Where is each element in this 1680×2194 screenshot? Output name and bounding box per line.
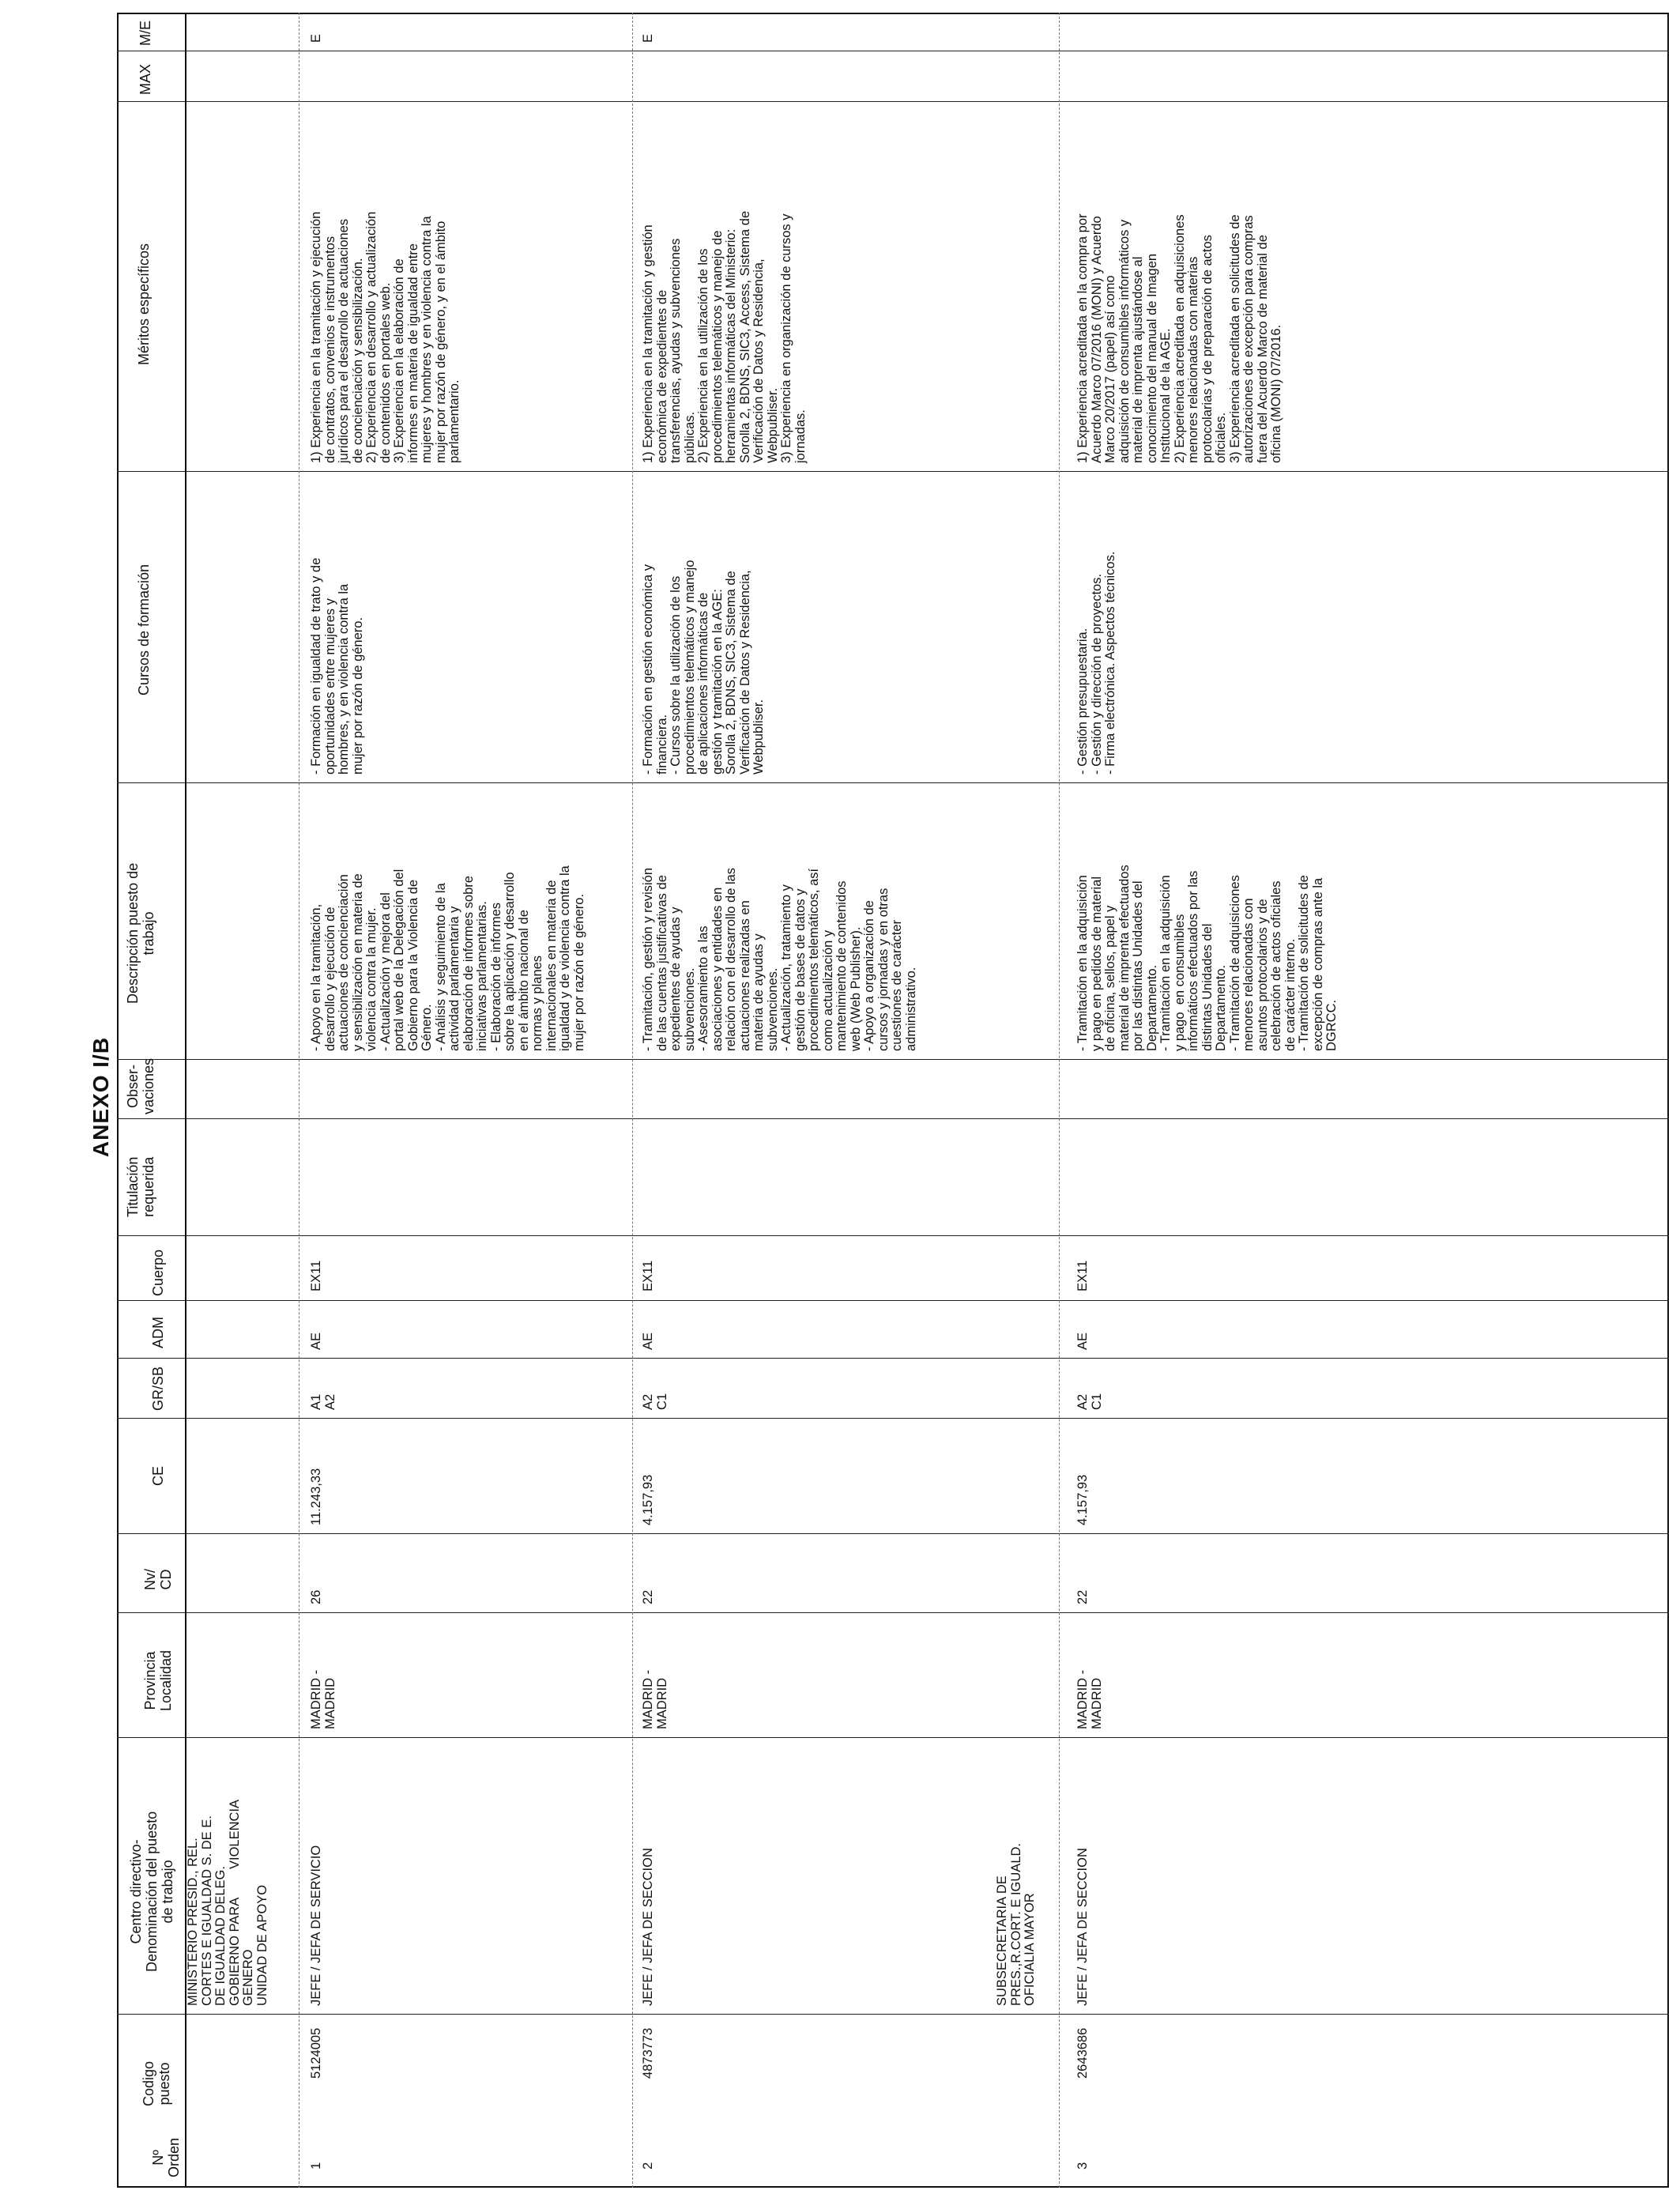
col-divider (117, 1737, 1669, 1738)
row2-codigo: 4873773 (641, 2027, 655, 2079)
col-divider (117, 782, 1669, 783)
row3-codigo: 2643686 (1075, 2027, 1090, 2079)
row3-provincia: MADRID - MADRID (1075, 1669, 1104, 1729)
header-nvcd: Nv/ CD (142, 1569, 174, 1590)
col-divider (117, 1358, 1669, 1359)
row3-grsb: A2 C1 (1075, 1393, 1104, 1410)
row-divider (1059, 13, 1060, 2188)
row3-orden: 3 (1075, 2162, 1090, 2169)
row2-provincia: MADRID - MADRID (641, 1669, 669, 1729)
header-max: MAX (137, 63, 153, 95)
page-title: ANEXO I/B (89, 1036, 113, 1158)
row3-descripcion: - Tramitación en la adquisición y pago en pedidos de material de oficina, sellos, papel y material de imprenta efectuados por las distintas Unidades del Departamento. - Tramitación en la adquisición y pago en consumibles informáticos efectuados por las distintas Unidades del Departamento. - Tramitación de adquisiciones menores relacionadas con asuntos protocolarios y de celebración de actos oficiales de carácter interno. - Tramitación de solicitudes de excepción de compras ante la DGRCC. (1075, 865, 1339, 1051)
col-divider (117, 1418, 1669, 1419)
col-divider (117, 471, 1669, 472)
header-observaciones: Obser- vaciones (125, 1057, 156, 1114)
row3-adm: AE (1075, 1332, 1090, 1350)
header-centro: Centro directivo- Denominación del puesto de trabajo (128, 1811, 175, 1972)
header-cuerpo: Cuerpo (150, 1249, 166, 1296)
header-adm: ADM (150, 1317, 166, 1348)
row1-cursos: - Formación en igualdad de trato y de oportunidades entre mujeres y hombres, y en violencia contra la mujer por razón de género. (309, 557, 365, 775)
row1-nvcd: 26 (309, 1589, 323, 1604)
row1-adm: AE (309, 1332, 323, 1350)
row2-denominacion: JEFE / JEFA DE SECCION (641, 1848, 655, 2006)
row1-descripcion: - Apoyo en la tramitación, desarrollo y ejecución de actuaciones de concienciación y sensibilización en materia de violencia contra la mujer. - Actualización y mejora del portal web de la Delegación del Gobierno para la Violencia de Género. - Análisis y seguimiento de la actividad parlamentaria y elaboración de informes sobre iniciativas parlamentarias. - Elaboración de informes sobre la aplicación y desarrollo en el ámbito nacional de normas y planes internacionales en materia de igualdad y de violencia contra la mujer por razón de género. (309, 865, 586, 1051)
col-divider (117, 2014, 1669, 2015)
header-ce: CE (150, 1465, 166, 1486)
header-descripcion: Descripción puesto de trabajo (125, 862, 156, 1004)
col-divider (117, 1533, 1669, 1534)
row1-provincia: MADRID - MADRID (309, 1669, 337, 1729)
row2-ce: 4.157,93 (641, 1474, 655, 1525)
row1-meritos: 1) Experiencia en la tramitación y ejecución de contratos, convenios e instrumentos jurídicos para el desarrollo de actuaciones de concienciación y sensibilización. 2) Experiencia en desarrollo y actualización de contenidos en portales web. 3) Experiencia en la elaboración de informes en materia de igualdad entre mujeres y hombres y en violencia contra la mujer por razón de género, y en el ámbito parlamentario. (309, 211, 461, 463)
row1-me: E (309, 33, 323, 43)
row1-cuerpo: EX11 (309, 1260, 323, 1291)
col-divider (117, 1300, 1669, 1301)
header-grsb: GR/SB (150, 1366, 166, 1411)
row3-denominacion: JEFE / JEFA DE SECCION (1075, 1848, 1090, 2006)
header-me: M/E (137, 20, 153, 46)
col-divider (117, 1235, 1669, 1236)
col-divider (117, 1612, 1669, 1613)
row2-orden: 2 (641, 2162, 655, 2169)
header-meritos: Méritos específicos (136, 243, 152, 365)
row1-orden: 1 (309, 2162, 323, 2169)
row3-cursos: - Gestión presupuestaria. - Gestión y dirección de proyectos. - Firma electrónica. Aspectos técnicos. (1075, 551, 1117, 775)
header-titulacion: Titulación requerida (125, 1156, 156, 1217)
row-divider (632, 13, 633, 2188)
col-divider (117, 101, 1669, 102)
row2-nvcd: 22 (641, 1589, 655, 1604)
row1-codigo: 5124005 (309, 2027, 323, 2079)
row1-grsb: A1 A2 (309, 1393, 337, 1410)
row3-cuerpo: EX11 (1075, 1260, 1090, 1291)
row3-meritos: 1) Experiencia acreditada en la compra por Acuerdo Marco 07/2016 (MONI) y Acuerdo Marco 20/2017 (papel) así como adquisición de consumibles informáticos y material de imprenta ajustándose al conocimiento del manual de Imagen Institucional de la AGE. 2) Experiencia acreditada en adquisiciones menores relacionadas con materias protocolarias y de preparación de actos oficiales. 3) Experiencia acreditada en solicitudes de autorizaciones de excepción para compras fuera del Acuerdo Marco de material de oficina (MONI) 07/2016. (1075, 213, 1283, 463)
header-provincia: Provincia Localidad (142, 1649, 174, 1711)
row2-descripcion: - Tramitación, gestión y revisión de las cuentas justificativas de expedientes de ayudas y subvenciones. - Asesoramiento a las asociaciones y entidades en relación con el desarrollo de las actuaciones realizadas en materia de ayudas y subvenciones. - Actualización, tratamiento y gestión de bases de datos y procedimientos telemáticos, así como actualización y mantenimiento de contenidos web (Web Publisher). - Apoyo a organización de cursos y jornadas y en otras cuestiones de carácter administrativo. (641, 867, 918, 1051)
row1-ce: 11.243,33 (309, 1468, 323, 1525)
row2-meritos: 1) Experiencia en la tramitación y gestión económica de expedientes de transferencias, ayudas y subvenciones públicas. 2) Experiencia en la utilización de los procedimientos telemáticos y manejo de herramientas informáticas del Ministerio: Sorolla 2, BDNS, SIC3, Access, Sistema de Verificación de Datos y Residencia, Webpubliser. 3) Experiencia en organización de cursos y jornadas. (641, 210, 808, 463)
group-centro-2: SUBSECRETARIA DE PRES.,R.CORT. E IGUALD. OFICIALIA MAYOR (995, 1843, 1037, 2006)
header-cursos: Cursos de formación (136, 564, 152, 696)
row1-denominacion: JEFE / JEFA DE SERVICIO (309, 1845, 323, 2006)
row2-cuerpo: EX11 (641, 1260, 655, 1291)
header-orden: Nº Orden (150, 2137, 182, 2177)
group-centro-1: MINISTERIO PRESID., REL. CORTES E IGUALDAD S. DE E. DE IGUALDAD DELEG. GOBIERNO PARA VIOLENCIA GENERO UNIDAD DE APOYO (186, 1799, 269, 2006)
row3-nvcd: 22 (1075, 1589, 1090, 1604)
header-codigo: Codigo puesto (141, 2060, 172, 2106)
row2-me: E (641, 33, 655, 43)
row2-grsb: A2 C1 (641, 1393, 669, 1410)
row3-ce: 4.157,93 (1075, 1474, 1090, 1525)
row2-adm: AE (641, 1332, 655, 1350)
row2-cursos: - Formación en gestión económica y financiera. - Cursos sobre la utilización de los procedimientos telemáticos y manejo de aplicaciones informáticas de gestión y tramitación en la AGE: Sorolla 2, BDNS, SIC3, Sistema de Verificación de Datos y Residencia, Webpubliser. (641, 560, 766, 775)
col-divider (117, 1118, 1669, 1119)
col-divider (117, 1059, 1669, 1060)
